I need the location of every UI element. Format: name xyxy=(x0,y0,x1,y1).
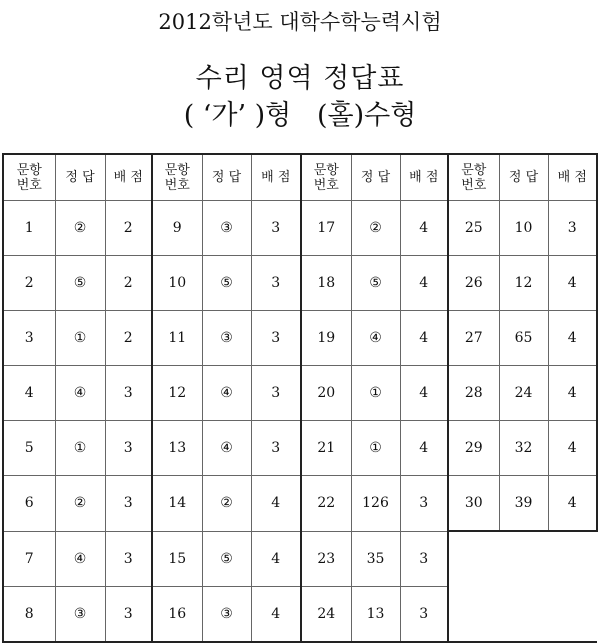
question-number-cell: 3 xyxy=(3,311,55,366)
table-row xyxy=(3,586,597,642)
score-cell: 4 xyxy=(400,421,448,476)
question-number-cell: 17 xyxy=(301,201,351,256)
score-header: 배 점 xyxy=(400,154,448,201)
exam-type-subtitle: ( ‘가’ )형 (홀)수형 xyxy=(183,100,417,131)
table-row xyxy=(3,311,597,366)
question-number-cell: 4 xyxy=(3,366,55,421)
score-cell: 4 xyxy=(400,366,448,421)
question-number-cell: 28 xyxy=(448,366,499,421)
answer-cell: ④ xyxy=(55,366,105,421)
empty-cell xyxy=(499,531,548,586)
score-header: 배 점 xyxy=(548,154,597,201)
answer-cell: 24 xyxy=(499,366,548,421)
table-row xyxy=(3,201,597,256)
score-cell: 3 xyxy=(251,201,301,256)
score-cell: 3 xyxy=(400,586,448,642)
score-cell: 3 xyxy=(105,531,152,586)
question-number-cell: 7 xyxy=(3,531,55,586)
answer-cell: 12 xyxy=(499,256,548,311)
score-cell: 3 xyxy=(105,586,152,642)
score-cell: 4 xyxy=(251,586,301,642)
exam-year-title: 2012학년도 대학수학능력시험 xyxy=(158,10,442,34)
empty-cell xyxy=(548,586,597,642)
question-number-header: 문항 번호 xyxy=(3,154,55,201)
question-number-cell: 8 xyxy=(3,586,55,642)
question-number-cell: 16 xyxy=(152,586,202,642)
answer-cell: 10 xyxy=(499,201,548,256)
answer-cell: ③ xyxy=(202,311,251,366)
answer-cell: ② xyxy=(55,476,105,532)
score-cell: 3 xyxy=(251,256,301,311)
score-cell: 4 xyxy=(548,421,597,476)
answer-cell: ⑤ xyxy=(351,256,400,311)
question-number-cell: 10 xyxy=(152,256,202,311)
empty-cell xyxy=(448,531,499,586)
answer-header: 정 답 xyxy=(55,154,105,201)
score-cell: 3 xyxy=(400,476,448,532)
score-cell: 4 xyxy=(548,256,597,311)
answer-header: 정 답 xyxy=(202,154,251,201)
answer-cell: ⑤ xyxy=(202,531,251,586)
score-cell: 4 xyxy=(548,366,597,421)
answer-cell: ① xyxy=(351,366,400,421)
answer-cell: ③ xyxy=(202,586,251,642)
question-number-cell: 27 xyxy=(448,311,499,366)
answer-cell: ① xyxy=(351,421,400,476)
answer-header: 정 답 xyxy=(351,154,400,201)
answer-cell: 65 xyxy=(499,311,548,366)
table-row xyxy=(3,366,597,421)
answer-cell: 126 xyxy=(351,476,400,532)
score-cell: 4 xyxy=(251,531,301,586)
answer-cell: ④ xyxy=(202,421,251,476)
answer-key-table xyxy=(2,153,598,643)
table-row xyxy=(3,476,597,532)
score-cell: 2 xyxy=(105,201,152,256)
question-number-cell: 1 xyxy=(3,201,55,256)
question-number-cell: 22 xyxy=(301,476,351,532)
table-row xyxy=(3,531,597,586)
question-number-cell: 18 xyxy=(301,256,351,311)
question-number-cell: 12 xyxy=(152,366,202,421)
answer-cell: ③ xyxy=(202,201,251,256)
answer-cell: ② xyxy=(55,201,105,256)
answer-key-title: 수리 영역 정답표 xyxy=(195,63,405,94)
question-number-header: 문항 번호 xyxy=(301,154,351,201)
answer-cell: 39 xyxy=(499,476,548,532)
score-cell: 4 xyxy=(548,476,597,532)
question-number-cell: 15 xyxy=(152,531,202,586)
question-number-cell: 2 xyxy=(3,256,55,311)
score-cell: 4 xyxy=(251,476,301,532)
table-row xyxy=(3,256,597,311)
score-header: 배 점 xyxy=(105,154,152,201)
score-cell: 4 xyxy=(400,311,448,366)
score-cell: 3 xyxy=(105,366,152,421)
answer-cell: ④ xyxy=(202,366,251,421)
table-header-row xyxy=(3,154,597,201)
score-cell: 3 xyxy=(251,366,301,421)
answer-cell: 13 xyxy=(351,586,400,642)
score-header: 배 점 xyxy=(251,154,301,201)
answer-cell: ⑤ xyxy=(202,256,251,311)
question-number-cell: 9 xyxy=(152,201,202,256)
score-cell: 3 xyxy=(251,421,301,476)
question-number-cell: 30 xyxy=(448,476,499,532)
answer-cell: 35 xyxy=(351,531,400,586)
empty-cell xyxy=(499,586,548,642)
question-number-cell: 26 xyxy=(448,256,499,311)
score-cell: 2 xyxy=(105,256,152,311)
score-cell: 3 xyxy=(251,311,301,366)
score-cell: 3 xyxy=(105,421,152,476)
score-cell: 3 xyxy=(105,476,152,532)
answer-header: 정 답 xyxy=(499,154,548,201)
question-number-cell: 20 xyxy=(301,366,351,421)
question-number-cell: 23 xyxy=(301,531,351,586)
answer-cell: ⑤ xyxy=(55,256,105,311)
question-number-cell: 21 xyxy=(301,421,351,476)
answer-cell: ② xyxy=(351,201,400,256)
question-number-cell: 11 xyxy=(152,311,202,366)
question-number-cell: 5 xyxy=(3,421,55,476)
question-number-cell: 14 xyxy=(152,476,202,532)
question-number-cell: 25 xyxy=(448,201,499,256)
score-cell: 4 xyxy=(400,201,448,256)
question-number-cell: 19 xyxy=(301,311,351,366)
question-number-cell: 6 xyxy=(3,476,55,532)
score-cell: 4 xyxy=(400,256,448,311)
question-number-cell: 13 xyxy=(152,421,202,476)
answer-cell: ④ xyxy=(55,531,105,586)
score-cell: 4 xyxy=(548,311,597,366)
empty-cell xyxy=(548,531,597,586)
answer-cell: ① xyxy=(55,421,105,476)
answer-cell: ② xyxy=(202,476,251,532)
empty-cell xyxy=(448,586,499,642)
question-number-cell: 29 xyxy=(448,421,499,476)
question-number-header: 문항 번호 xyxy=(448,154,499,201)
question-number-cell: 24 xyxy=(301,586,351,642)
table-row xyxy=(3,421,597,476)
answer-cell: ④ xyxy=(351,311,400,366)
answer-cell: ① xyxy=(55,311,105,366)
question-number-header: 문항 번호 xyxy=(152,154,202,201)
answer-cell: 32 xyxy=(499,421,548,476)
score-cell: 3 xyxy=(548,201,597,256)
score-cell: 3 xyxy=(400,531,448,586)
score-cell: 2 xyxy=(105,311,152,366)
answer-cell: ③ xyxy=(55,586,105,642)
